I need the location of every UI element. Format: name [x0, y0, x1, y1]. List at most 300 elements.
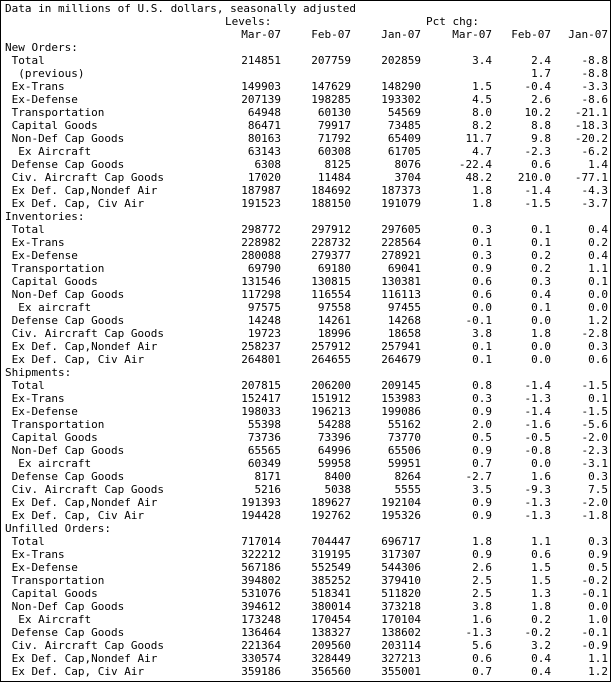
- table-row: [5, 548, 608, 561]
- section-heading-row: [5, 366, 608, 379]
- pct-change-cell: 0.1: [588, 392, 608, 405]
- pct-change-cell: 2.5: [472, 574, 492, 587]
- pct-change-cell: 0.3: [588, 470, 608, 483]
- level-value-cell: 6308: [254, 158, 281, 171]
- level-value-cell: 257912: [311, 340, 351, 353]
- level-value-cell: 356560: [311, 665, 351, 678]
- pct-change-cell: 0.0: [588, 600, 608, 613]
- row-label: Ex-Trans: [5, 548, 65, 561]
- row-label: Total: [5, 54, 45, 67]
- level-value-cell: 97455: [387, 301, 421, 314]
- table-row: [5, 106, 608, 119]
- level-value-cell: 191393: [241, 496, 281, 509]
- pct-change-cell: 2.6: [531, 93, 551, 106]
- row-label: Capital Goods: [5, 587, 98, 600]
- pct-change-cell: -20.2: [574, 132, 608, 145]
- row-label: Defense Cap Goods: [5, 158, 125, 171]
- row-label: Civ. Aircraft Cap Goods: [5, 639, 164, 652]
- pct-change-cell: -0.8: [524, 444, 551, 457]
- level-value-cell: 544306: [381, 561, 421, 574]
- pct-change-cell: 1.7: [531, 67, 551, 80]
- level-value-cell: 264655: [311, 353, 351, 366]
- pct-change-cell: -1.3: [524, 392, 551, 405]
- pct-change-cell: -3.1: [581, 457, 608, 470]
- pctchg-header: Pct chg:: [426, 15, 479, 28]
- row-label: Total: [5, 223, 45, 236]
- level-value-cell: 567186: [241, 561, 281, 574]
- level-value-cell: 379410: [381, 574, 421, 587]
- level-value-cell: 59958: [317, 457, 351, 470]
- level-value-cell: 394612: [241, 600, 281, 613]
- level-value-cell: 297912: [311, 223, 351, 236]
- level-value-cell: 328449: [311, 652, 351, 665]
- table-row: [5, 561, 608, 574]
- pct-change-cell: -18.3: [574, 119, 608, 132]
- level-value-cell: 64996: [317, 444, 351, 457]
- level-value-cell: 207815: [241, 379, 281, 392]
- table-row: [5, 327, 608, 340]
- level-value-cell: 228564: [381, 236, 421, 249]
- pct-change-cell: 0.1: [472, 340, 492, 353]
- pct-change-cell: 0.6: [531, 158, 551, 171]
- pct-change-cell: 0.9: [472, 262, 492, 275]
- table-row: [5, 262, 608, 275]
- level-value-cell: 228732: [311, 236, 351, 249]
- table-row: [5, 379, 608, 392]
- row-label: Ex Def. Cap,Nondef Air: [5, 652, 158, 665]
- row-label: Ex Def. Cap, Civ Air: [5, 353, 145, 366]
- pct-change-cell: -2.3: [581, 444, 608, 457]
- level-value-cell: 152417: [241, 392, 281, 405]
- level-value-cell: 207139: [241, 93, 281, 106]
- row-label: Ex aircraft: [5, 457, 92, 470]
- pct-change-cell: -1.5: [581, 405, 608, 418]
- level-value-cell: 258237: [241, 340, 281, 353]
- level-value-cell: 278921: [381, 249, 421, 262]
- row-label: Ex Def. Cap,Nondef Air: [5, 184, 158, 197]
- pct-change-cell: 3.5: [472, 483, 492, 496]
- table-row: [5, 665, 608, 678]
- level-value-cell: 5216: [254, 483, 281, 496]
- table-row: [5, 67, 608, 80]
- table-note: [5, 2, 608, 15]
- section-title: Inventories:: [5, 210, 85, 223]
- pct-change-cell: 0.0: [531, 353, 551, 366]
- pct-change-cell: 0.3: [472, 223, 492, 236]
- pct-change-cell: -9.3: [524, 483, 551, 496]
- pct-change-cell: 1.5: [531, 574, 551, 587]
- table-row: [5, 197, 608, 210]
- table-row: [5, 496, 608, 509]
- table-row: [5, 132, 608, 145]
- pct-change-cell: 11.7: [465, 132, 492, 145]
- level-value-cell: 71792: [317, 132, 351, 145]
- section-title: Unfilled Orders:: [5, 522, 111, 535]
- level-value-cell: 8400: [324, 470, 351, 483]
- pct-change-cell: 0.3: [472, 249, 492, 262]
- level-value-cell: 3704: [394, 171, 421, 184]
- pct-change-cell: 0.0: [472, 301, 492, 314]
- pct-change-cell: 1.1: [588, 652, 608, 665]
- pct-change-cell: 1.0: [588, 613, 608, 626]
- pct-change-cell: -0.1: [581, 626, 608, 639]
- pct-change-cell: -0.9: [581, 639, 608, 652]
- pct-change-cell: -0.4: [524, 80, 551, 93]
- level-value-cell: 80163: [247, 132, 281, 145]
- level-value-cell: 61705: [387, 145, 421, 158]
- pct-change-cell: 0.8: [472, 379, 492, 392]
- pct-change-cell: 2.4: [531, 54, 551, 67]
- level-value-cell: 8264: [394, 470, 421, 483]
- pct-change-cell: 0.6: [588, 353, 608, 366]
- pct-change-cell: 1.8: [472, 197, 492, 210]
- level-value-cell: 5555: [394, 483, 421, 496]
- table-row: [5, 171, 608, 184]
- pct-change-cell: 0.9: [472, 548, 492, 561]
- pct-change-cell: 0.0: [588, 288, 608, 301]
- row-label: Ex-Trans: [5, 392, 65, 405]
- row-label: Capital Goods: [5, 119, 98, 132]
- table-row: [5, 418, 608, 431]
- pct-change-cell: -4.3: [581, 184, 608, 197]
- pct-change-cell: -3.3: [581, 80, 608, 93]
- pct-change-cell: 3.2: [531, 639, 551, 652]
- level-value-cell: 138327: [311, 626, 351, 639]
- pct-change-cell: 0.0: [531, 340, 551, 353]
- row-label: Non-Def Cap Goods: [5, 288, 125, 301]
- level-value-cell: 206200: [311, 379, 351, 392]
- table-row: [5, 288, 608, 301]
- row-label: Ex Aircraft: [5, 145, 92, 158]
- pct-change-cell: 1.8: [531, 327, 551, 340]
- level-value-cell: 717014: [241, 535, 281, 548]
- level-value-cell: 531076: [241, 587, 281, 600]
- table-row: [5, 80, 608, 93]
- level-value-cell: 79917: [317, 119, 351, 132]
- row-label: Defense Cap Goods: [5, 470, 125, 483]
- pct-change-cell: -8.6: [581, 93, 608, 106]
- level-value-cell: 8125: [324, 158, 351, 171]
- pct-change-cell: -22.4: [458, 158, 492, 171]
- pct-change-cell: 0.4: [531, 288, 551, 301]
- pct-change-cell: 0.3: [588, 535, 608, 548]
- level-value-cell: 14261: [317, 314, 351, 327]
- level-value-cell: 130815: [311, 275, 351, 288]
- level-value-cell: 359186: [241, 665, 281, 678]
- column-header: Mar-07: [241, 28, 281, 41]
- row-label: Capital Goods: [5, 431, 98, 444]
- level-value-cell: 380014: [311, 600, 351, 613]
- level-value-cell: 187373: [381, 184, 421, 197]
- pct-change-cell: 0.2: [531, 249, 551, 262]
- row-label: Ex Def. Cap, Civ Air: [5, 197, 145, 210]
- pct-change-cell: 3.8: [472, 327, 492, 340]
- level-value-cell: 86471: [247, 119, 281, 132]
- level-value-cell: 147629: [311, 80, 351, 93]
- pct-change-cell: 2.0: [472, 418, 492, 431]
- level-value-cell: 355001: [381, 665, 421, 678]
- pct-change-cell: 2.5: [472, 587, 492, 600]
- pct-change-cell: 4.5: [472, 93, 492, 106]
- pct-change-cell: 0.9: [472, 405, 492, 418]
- row-label: Civ. Aircraft Cap Goods: [5, 483, 164, 496]
- pct-change-cell: 1.1: [531, 535, 551, 548]
- level-value-cell: 60130: [317, 106, 351, 119]
- pct-change-cell: -0.1: [581, 587, 608, 600]
- level-value-cell: 97575: [247, 301, 281, 314]
- pct-change-cell: 0.2: [588, 236, 608, 249]
- pct-change-cell: 0.3: [531, 275, 551, 288]
- level-value-cell: 297605: [381, 223, 421, 236]
- table-row: [5, 340, 608, 353]
- level-value-cell: 191079: [381, 197, 421, 210]
- pct-change-cell: -1.6: [524, 418, 551, 431]
- level-value-cell: 148290: [381, 80, 421, 93]
- level-value-cell: 319195: [311, 548, 351, 561]
- level-value-cell: 209560: [311, 639, 351, 652]
- row-label: Ex aircraft: [5, 301, 92, 314]
- pct-change-cell: 0.6: [472, 652, 492, 665]
- pct-change-cell: 2.6: [472, 561, 492, 574]
- pct-change-cell: 0.6: [472, 275, 492, 288]
- level-value-cell: 65409: [387, 132, 421, 145]
- table-row: [5, 652, 608, 665]
- level-value-cell: 130381: [381, 275, 421, 288]
- pct-change-cell: 0.9: [588, 548, 608, 561]
- group-header-row: [5, 15, 608, 28]
- pct-change-cell: 10.2: [524, 106, 551, 119]
- levels-header: Levels:: [225, 15, 272, 28]
- level-value-cell: 298772: [241, 223, 281, 236]
- table-row: [5, 600, 608, 613]
- pct-change-cell: 1.8: [531, 600, 551, 613]
- table-row: [5, 457, 608, 470]
- level-value-cell: 131546: [241, 275, 281, 288]
- row-label: Transportation: [5, 418, 105, 431]
- table-row: [5, 54, 608, 67]
- table-row: [5, 509, 608, 522]
- level-value-cell: 69790: [247, 262, 281, 275]
- table-row: [5, 301, 608, 314]
- level-value-cell: 55162: [387, 418, 421, 431]
- pct-change-cell: -1.3: [465, 626, 492, 639]
- row-label: Ex-Defense: [5, 93, 78, 106]
- column-header: Feb-07: [311, 28, 351, 41]
- level-value-cell: 373218: [381, 600, 421, 613]
- row-label: Non-Def Cap Goods: [5, 444, 125, 457]
- section-heading-row: [5, 41, 608, 54]
- level-value-cell: 69180: [317, 262, 351, 275]
- column-header: Jan-07: [381, 28, 421, 41]
- level-value-cell: 54288: [317, 418, 351, 431]
- table-row: [5, 470, 608, 483]
- level-value-cell: 117298: [241, 288, 281, 301]
- pct-change-cell: 48.2: [465, 171, 492, 184]
- row-label: Ex Aircraft: [5, 613, 92, 626]
- level-value-cell: 8076: [394, 158, 421, 171]
- pct-change-cell: 0.4: [588, 223, 608, 236]
- pct-change-cell: 8.8: [531, 119, 551, 132]
- row-label: Defense Cap Goods: [5, 626, 125, 639]
- pct-change-cell: -77.1: [574, 171, 608, 184]
- level-value-cell: 116554: [311, 288, 351, 301]
- level-value-cell: 214851: [241, 54, 281, 67]
- level-value-cell: 194428: [241, 509, 281, 522]
- pct-change-cell: 0.9: [472, 509, 492, 522]
- table-row: [5, 405, 608, 418]
- pct-change-cell: 0.2: [531, 613, 551, 626]
- level-value-cell: 64948: [247, 106, 281, 119]
- pct-change-cell: -2.8: [581, 327, 608, 340]
- row-label: Defense Cap Goods: [5, 314, 125, 327]
- table-row: [5, 535, 608, 548]
- level-value-cell: 188150: [311, 197, 351, 210]
- pct-change-cell: -1.4: [524, 184, 551, 197]
- level-value-cell: 209145: [381, 379, 421, 392]
- level-value-cell: 696717: [381, 535, 421, 548]
- pct-change-cell: -0.5: [524, 431, 551, 444]
- level-value-cell: 198033: [241, 405, 281, 418]
- level-value-cell: 184692: [311, 184, 351, 197]
- row-label: Total: [5, 379, 45, 392]
- row-label: Civ. Aircraft Cap Goods: [5, 327, 164, 340]
- pct-change-cell: 0.0: [588, 301, 608, 314]
- pct-change-cell: -1.5: [524, 197, 551, 210]
- pct-change-cell: 5.6: [472, 639, 492, 652]
- level-value-cell: 14248: [247, 314, 281, 327]
- level-value-cell: 317307: [381, 548, 421, 561]
- pct-change-cell: 0.1: [531, 301, 551, 314]
- column-header: Feb-07: [511, 28, 551, 41]
- level-value-cell: 191523: [241, 197, 281, 210]
- table-row: [5, 444, 608, 457]
- level-value-cell: 54569: [387, 106, 421, 119]
- pct-change-cell: -8.8: [581, 67, 608, 80]
- pct-change-cell: 0.7: [472, 457, 492, 470]
- level-value-cell: 280088: [241, 249, 281, 262]
- row-label: Non-Def Cap Goods: [5, 600, 125, 613]
- pct-change-cell: 3.4: [472, 54, 492, 67]
- level-value-cell: 195326: [381, 509, 421, 522]
- level-value-cell: 192104: [381, 496, 421, 509]
- pct-change-cell: -2.0: [581, 496, 608, 509]
- level-value-cell: 207759: [311, 54, 351, 67]
- row-label: Ex Def. Cap,Nondef Air: [5, 496, 158, 509]
- table-row: [5, 353, 608, 366]
- table-note-text: Data in millions of U.S. dollars, seasonally adjusted: [5, 2, 356, 15]
- pct-change-cell: 4.7: [472, 145, 492, 158]
- level-value-cell: 192762: [311, 509, 351, 522]
- pct-change-cell: -0.2: [524, 626, 551, 639]
- section-title: New Orders:: [5, 41, 78, 54]
- level-value-cell: 8171: [254, 470, 281, 483]
- pct-change-cell: -6.2: [581, 145, 608, 158]
- pct-change-cell: -3.7: [581, 197, 608, 210]
- row-label: Transportation: [5, 106, 105, 119]
- pct-change-cell: -1.8: [581, 509, 608, 522]
- table-row: [5, 249, 608, 262]
- column-header: Mar-07: [452, 28, 492, 41]
- pct-change-cell: 0.1: [531, 236, 551, 249]
- pct-change-cell: -1.3: [524, 509, 551, 522]
- pct-change-cell: 0.0: [531, 457, 551, 470]
- level-value-cell: 59951: [387, 457, 421, 470]
- row-label: Ex-Defense: [5, 249, 78, 262]
- row-label: Capital Goods: [5, 275, 98, 288]
- level-value-cell: 511820: [381, 587, 421, 600]
- level-value-cell: 187987: [241, 184, 281, 197]
- pct-change-cell: 9.8: [531, 132, 551, 145]
- pct-change-cell: 1.2: [588, 314, 608, 327]
- row-label: (previous): [5, 67, 85, 80]
- pct-change-cell: 0.3: [588, 340, 608, 353]
- pct-change-cell: -0.2: [581, 574, 608, 587]
- level-value-cell: 73770: [387, 431, 421, 444]
- level-value-cell: 60308: [317, 145, 351, 158]
- table-row: [5, 613, 608, 626]
- pct-change-cell: 0.4: [588, 249, 608, 262]
- level-value-cell: 264801: [241, 353, 281, 366]
- pct-change-cell: 0.9: [472, 496, 492, 509]
- level-value-cell: 63143: [247, 145, 281, 158]
- level-value-cell: 136464: [241, 626, 281, 639]
- pct-change-cell: 0.1: [472, 236, 492, 249]
- pct-change-cell: -2.0: [581, 431, 608, 444]
- table-row: [5, 626, 608, 639]
- row-label: Ex-Trans: [5, 236, 65, 249]
- pct-change-cell: -5.6: [581, 418, 608, 431]
- row-label: Transportation: [5, 262, 105, 275]
- pct-change-cell: 0.6: [472, 288, 492, 301]
- table-row: [5, 145, 608, 158]
- level-value-cell: 55398: [247, 418, 281, 431]
- column-header: Jan-07: [568, 28, 608, 41]
- level-value-cell: 221364: [241, 639, 281, 652]
- pct-change-cell: 3.8: [472, 600, 492, 613]
- level-value-cell: 151912: [311, 392, 351, 405]
- table-row: [5, 223, 608, 236]
- level-value-cell: 73736: [247, 431, 281, 444]
- pct-change-cell: 8.2: [472, 119, 492, 132]
- table-row: [5, 184, 608, 197]
- pct-change-cell: 1.5: [472, 80, 492, 93]
- table-row: [5, 431, 608, 444]
- level-value-cell: 518341: [311, 587, 351, 600]
- row-label: Ex Def. Cap,Nondef Air: [5, 340, 158, 353]
- table-row: [5, 275, 608, 288]
- level-value-cell: 19723: [247, 327, 281, 340]
- level-value-cell: 173248: [241, 613, 281, 626]
- level-value-cell: 65506: [387, 444, 421, 457]
- level-value-cell: 202859: [381, 54, 421, 67]
- level-value-cell: 116113: [381, 288, 421, 301]
- level-value-cell: 65565: [247, 444, 281, 457]
- pct-change-cell: 1.5: [531, 561, 551, 574]
- level-value-cell: 264679: [381, 353, 421, 366]
- level-value-cell: 97558: [317, 301, 351, 314]
- pct-change-cell: 1.2: [588, 665, 608, 678]
- level-value-cell: 279377: [311, 249, 351, 262]
- level-value-cell: 138602: [381, 626, 421, 639]
- row-label: Ex-Trans: [5, 80, 65, 93]
- row-label: Total: [5, 535, 45, 548]
- section-heading-row: [5, 210, 608, 223]
- table-row: [5, 574, 608, 587]
- level-value-cell: 60349: [247, 457, 281, 470]
- column-header-row: [5, 28, 608, 41]
- pct-change-cell: -0.1: [465, 314, 492, 327]
- level-value-cell: 73396: [317, 431, 351, 444]
